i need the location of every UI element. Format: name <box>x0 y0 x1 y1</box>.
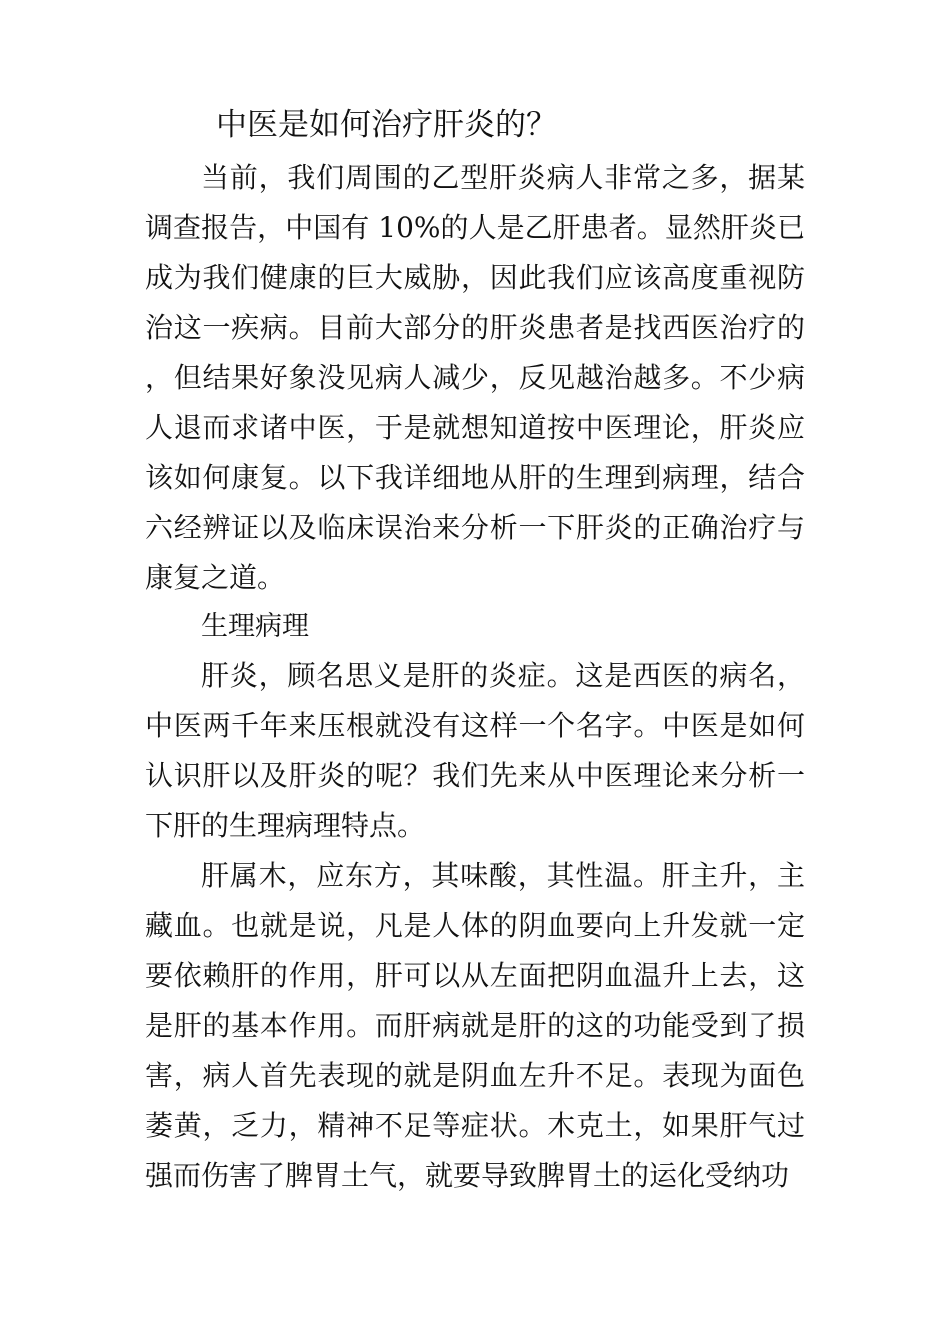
document-body <box>145 153 805 1201</box>
paragraph-intro: 当前，我们周围的乙型肝炎病人非常之多，据某调查报告，中国有 10%的人是乙肝患者。显然肝炎已成为我们健康的巨大威胁，因此我们应该高度重视防治这一疾病。目前大部分的肝炎患者是找西医治疗的，但结果好象没见病人减少，反见越治越多。不少病人退而求诸中医，于是就想知道按中医理论，肝炎应该如何康复。以下我详细地从肝的生理到病理，结合六经辨证以及临床误治来分析一下肝炎的正确治疗与康复之道。 <box>145 161 805 594</box>
paragraph-hepatitis-definition: 肝炎，顾名思义是肝的炎症。这是西医的病名，中医两千年来压根就没有这样一个名字。中医是如何认识肝以及肝炎的呢？我们先来从中医理论来分析一下肝的生理病理特点。 <box>145 659 805 842</box>
paragraph-liver-physiology: 肝属木，应东方，其味酸，其性温。肝主升，主藏血。也就是说，凡是人体的阴血要向上升发就一定要依赖肝的作用，肝可以从左面把阴血温升上去，这是肝的基本作用。而肝病就是肝的这的功能受到了损害，病人首先表现的就是阴血左升不足。表现为面色萎黄，乏力，精神不足等症状。木克土，如果肝气过强而伤害了脾胃土气，就要导致脾胃土的运化受纳功 <box>145 859 805 1192</box>
section-heading: 生理病理 <box>201 611 309 642</box>
document-title: 中医是如何治疗肝炎的？ <box>216 107 557 143</box>
